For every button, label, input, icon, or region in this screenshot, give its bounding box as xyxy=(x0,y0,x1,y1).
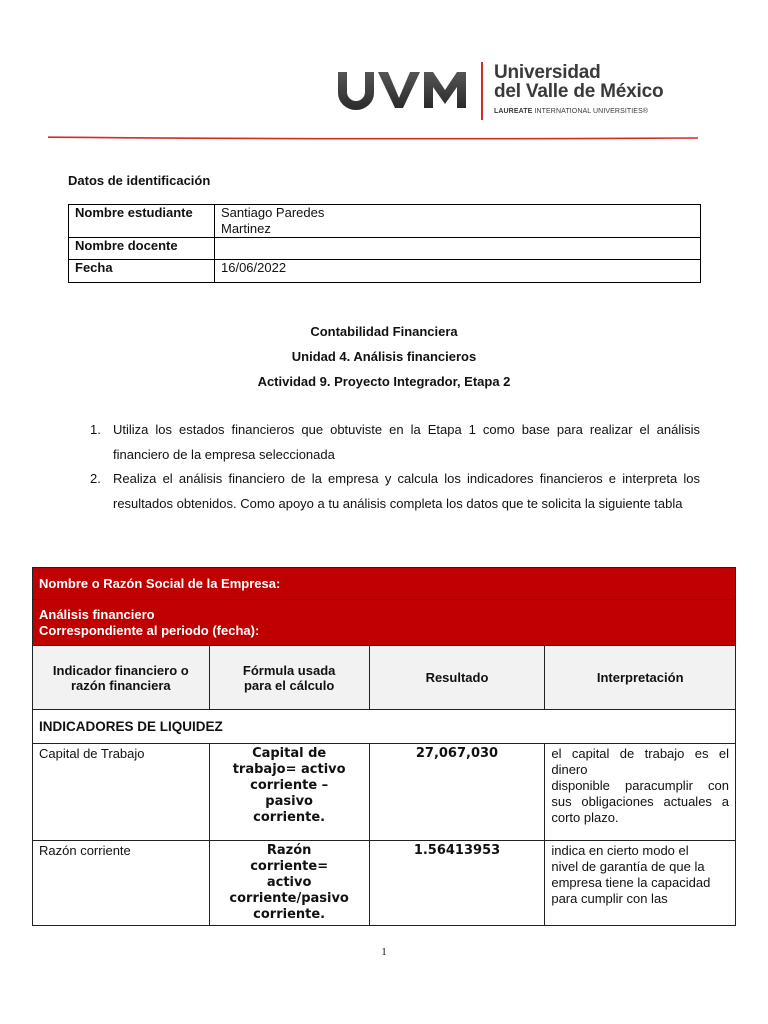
interpretation-line: empresa tiene la capacidad xyxy=(551,875,711,890)
table-row xyxy=(69,205,701,238)
interpretation-line: dinero xyxy=(551,762,588,777)
table-row xyxy=(33,568,736,600)
analysis-period-label: Correspondiente al periodo (fecha): xyxy=(39,622,260,638)
column-header-interpretation: Interpretación xyxy=(545,646,736,710)
student-name-line1: Santiago Paredes xyxy=(221,205,325,220)
instruction-number: 2. xyxy=(90,471,101,486)
table-row xyxy=(69,260,701,283)
interpretation-line: corto plazo. xyxy=(551,810,619,825)
interpretation-line: disponible paracumplir con xyxy=(551,778,729,793)
formula-cell: Razón corriente= activo corriente/pasivo corriente. xyxy=(209,841,369,926)
interpretation-cell xyxy=(545,841,736,926)
teacher-name-label: Nombre docente xyxy=(69,238,215,260)
instruction-item xyxy=(90,418,700,467)
instruction-number: 1. xyxy=(90,422,101,437)
course-title: Contabilidad Financiera xyxy=(310,324,458,339)
instruction-text: Realiza el análisis financiero de la empresa y calcula los indicadores financieros e interpreta los resultados obtenidos. Como apoyo a tu análisis completa los datos que te solicita la siguiente tabla xyxy=(113,471,700,511)
date-value: 16/06/2022 xyxy=(215,260,701,283)
student-name-line2: Martinez xyxy=(221,221,271,236)
unit-title: Unidad 4. Análisis financieros xyxy=(291,349,477,364)
result-cell: 1.56413953 xyxy=(369,841,545,926)
table-row xyxy=(33,600,736,646)
header-red-line xyxy=(48,136,698,140)
table-row xyxy=(33,744,736,841)
instruction-item xyxy=(90,467,700,516)
analysis-title: Análisis financiero xyxy=(39,606,155,622)
column-header-formula: Fórmula usada para el cálculo xyxy=(209,646,369,710)
logo-divider xyxy=(481,62,483,120)
student-name-label: Nombre estudiante xyxy=(69,205,215,238)
company-name-label: Nombre o Razón Social de la Empresa: xyxy=(33,568,736,600)
identification-table xyxy=(68,204,701,283)
interpretation-cell xyxy=(545,744,736,841)
activity-title: Actividad 9. Proyecto Integrador, Etapa 2 xyxy=(257,374,511,389)
uvm-logo-mark xyxy=(336,66,468,110)
table-row xyxy=(69,238,701,260)
table-row xyxy=(33,841,736,926)
analysis-period-cell xyxy=(33,600,736,646)
column-header-result: Resultado xyxy=(369,646,545,710)
interpretation-line: sus obligaciones actuales a xyxy=(551,794,729,809)
logo-tag-rest: INTERNATIONAL UNIVERSITIES® xyxy=(534,108,649,115)
logo-tag-bold: LAUREATE xyxy=(494,108,533,115)
interpretation-line: para cumplir con las xyxy=(551,891,668,906)
interpretation-line: el capital de trabajo es el xyxy=(551,746,729,761)
table-row xyxy=(33,710,736,744)
column-header-indicator: Indicador financiero o razón financiera xyxy=(33,646,210,710)
date-label: Fecha xyxy=(69,260,215,283)
student-name-value xyxy=(215,205,701,238)
identification-title: Datos de identificación xyxy=(68,173,211,188)
interpretation-line: indica en cierto modo el xyxy=(551,843,689,858)
logo-university-name-line2: del Valle de México xyxy=(494,81,664,102)
page-number: 1 xyxy=(381,946,387,958)
formula-cell: Capital de trabajo= activo corriente – pasivo corriente. xyxy=(209,744,369,841)
result-cell: 27,067,030 xyxy=(369,744,545,841)
logo-tagline xyxy=(494,108,648,115)
indicator-cell: Razón corriente xyxy=(33,841,210,926)
indicator-cell: Capital de Trabajo xyxy=(33,744,210,841)
section-liquidity: INDICADORES DE LIQUIDEZ xyxy=(33,710,736,744)
financial-analysis-table xyxy=(32,567,736,926)
interpretation-line: nivel de garantía de que la xyxy=(551,859,705,874)
teacher-name-value xyxy=(215,238,701,260)
table-header-row xyxy=(33,646,736,710)
instruction-text: Utiliza los estados financieros que obtuviste en la Etapa 1 como base para realizar el análisis financiero de la empresa seleccionada xyxy=(113,422,700,462)
logo-university-name-line1: Universidad xyxy=(494,62,601,83)
